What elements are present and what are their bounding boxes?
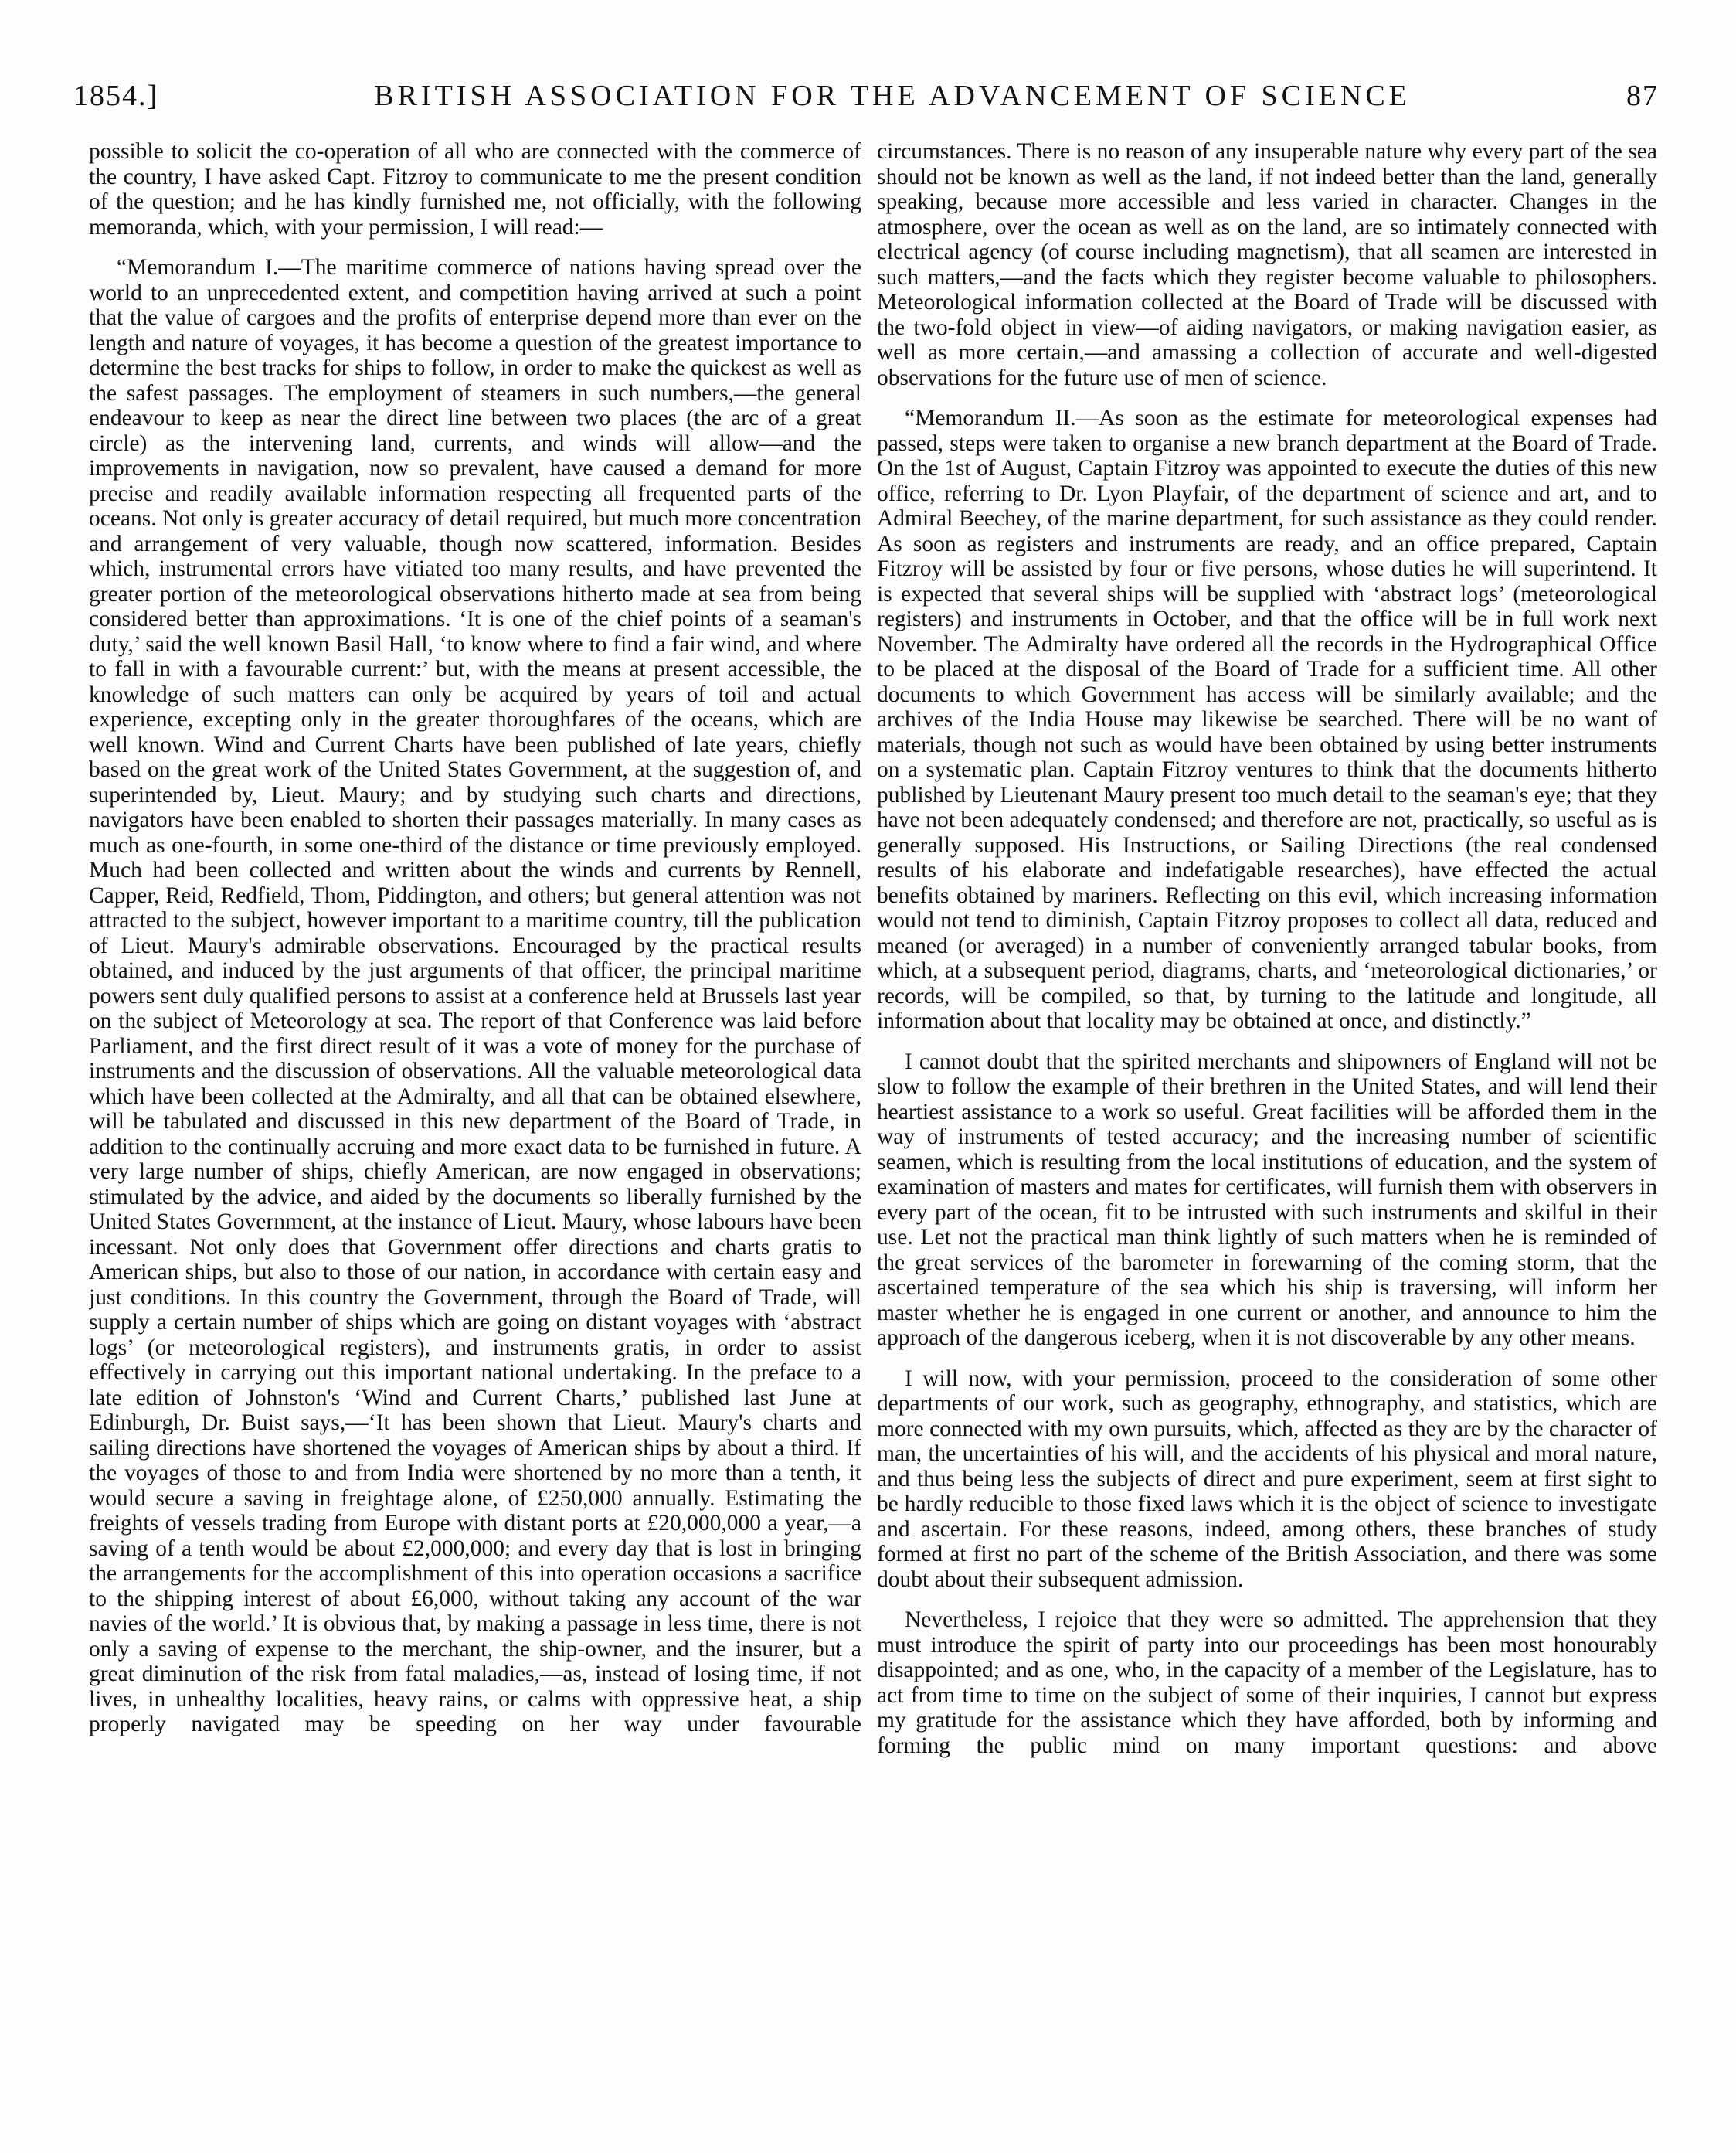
right-column [877, 139, 1657, 2133]
paragraph: I will now, with your permission, proceed to the consideration of some other departments of our work, such as geography, ethnography, and statistics, which are more connected with my own pursuits, which, affected as they are by the character of man, the uncertainties of his will, and the accidents of his physical and moral nature, and thus being less the subjects of direct and pure experiment, seem at first sight to be hardly reducible to those fixed laws which it is the object of science to investigate and ascertain. For these reasons, indeed, among others, these branches of study formed at first no part of the scheme of the British Association, and there was some doubt about their subsequent admission. [877, 1366, 1657, 1592]
page-number: 87 [1626, 80, 1659, 112]
paragraph: “Memorandum II.—As soon as the estimate for meteorological expenses had passed, steps were taken to organise a new branch department at the Board of Trade. On the 1st of August, Captain Fitzroy was appointed to execute the duties of this new office, referring to Dr. Lyon Playfair, of the department of science and art, and to Admiral Beechey, of the marine department, for such assistance as they could render. As soon as registers and instruments are ready, and an office prepared, Captain Fitzroy will be assisted by four or five persons, whose duties he will superintend. It is expected that several ships will be supplied with ‘abstract logs’ (meteorological registers) and instruments in October, and that the office will be in full work next November. The Admiralty have ordered all the records in the Hydrographical Office to be placed at the disposal of the Board of Trade for a sufficient time. All other documents to which Government has access will be similarly available; and the archives of the India House may likewise be searched. There will be no want of materials, though not such as would have been obtained by using better instruments on a systematic plan. Captain Fitzroy ventures to think that the documents hitherto published by Lieutenant Maury present too much detail to the seaman's eye; that they have not been adequately condensed; and therefore are not, practically, so useful as is generally supposed. His Instructions, or Sailing Directions (the real condensed results of his elaborate and indefatigable researches), have effected the actual benefits obtained by mariners. Reflecting on this evil, which increasing information would not tend to diminish, Captain Fitzroy proposes to collect all data, reduced and meaned (or averaged) in a number of conveniently arranged tabular books, from which, at a subsequent period, diagrams, charts, and ‘meteorological dictionaries,’ or records, will be compiled, so that, by turning to the latitude and longitude, all information about that locality may be obtained at once, and distinctly.” [877, 406, 1657, 1033]
paragraph: I cannot doubt that the spirited merchants and shipowners of England will not be slow to follow the example of their brethren in the United States, and will lend their heartiest assistance to a work so useful. Great facilities will be afforded them in the way of instruments of tested accuracy; and the increasing number of scientific seamen, which is resulting from the local institutions of education, and the system of examination of masters and mates for certificates, will furnish them with observers in every part of the ocean, fit to be intrusted with such instruments and skilful in their use. Let not the practical man think lightly of such matters when he is reminded of the great services of the barometer in forewarning of the coming storm, that the ascertained temperature of the sea which his ship is traversing, will inform her master whether he is engaged in one current or another, and announce to him the approach of the dangerous iceberg, when it is not discoverable by any other means. [877, 1049, 1657, 1350]
header-year: 1854.] [73, 80, 159, 112]
paragraph: possible to solicit the co-operation of all who are connected with the commerce of the country, I have asked Capt. Fitzroy to communicate to me the present condition of the question; and he has kindly furnished me, not officially, with the following memoranda, which, with your permission, I will read:— [89, 139, 861, 240]
left-column [89, 139, 861, 2133]
paragraph: Nevertheless, I rejoice that they were so admitted. The apprehension that they must introduce the spirit of party into our proceedings has been most honourably disappointed; and as one, who, in the capacity of a member of the Legislature, has to act from time to time on the subject of some of their inquiries, I cannot but express my gratitude for the assistance which they have afforded, both by informing and forming the public mind on many important questions: and above [877, 1607, 1657, 1758]
paragraph: circumstances. There is no reason of any insuperable nature why every part of the sea should not be known as well as the land, if not indeed better than the land, generally speaking, because more accessible and less varied in character. Changes in the atmosphere, over the ocean as well as on the land, are so intimately connected with electrical agency (of course including magnetism), that all seamen are interested in such matters,—and the facts which they register become valuable to philosophers. Meteorological information collected at the Board of Trade will be discussed with the two-fold object in view—of aiding navigators, or making navigation easier, as well as more certain,—and amassing a collection of accurate and well-digested observations for the future use of men of science. [877, 139, 1657, 390]
paragraph: “Memorandum I.—The maritime commerce of nations having spread over the world to an unprecedented extent, and competition having arrived at such a point that the value of cargoes and the profits of enterprise depend more than ever on the length and nature of voyages, it has become a question of the greatest importance to determine the best tracks for ships to follow, in order to make the quickest as well as the safest passages. The employment of steamers in such numbers,—the general endeavour to keep as near the direct line between two places (the arc of a great circle) as the intervening land, currents, and winds will allow—and the improvements in navigation, now so prevalent, have caused a demand for more precise and readily available information respecting all frequented parts of the oceans. Not only is greater accuracy of detail required, but much more concentration and arrangement of very valuable, though now scattered, information. Besides which, instrumental errors have vitiated too many results, and have prevented the greater portion of the meteorological observations hitherto made at sea from being considered better than approximations. ‘It is one of the chief points of a seaman's duty,’ said the well known Basil Hall, ‘to know where to find a fair wind, and where to fall in with a favourable current:’ but, with the means at present accessible, the knowledge of such matters can only be acquired by years of toil and actual experience, excepting only in the greater thoroughfares of the oceans, which are well known. Wind and Current Charts have been published of late years, chiefly based on the great work of the United States Government, at the suggestion of, and superintended by, Lieut. Maury; and by studying such charts and directions, navigators have been enabled to shorten their passages materially. In many cases as much as one-fourth, in some one-third of the distance or time previously employed. Much had been collected and written about the winds and currents by Rennell, Capper, Reid, Redfield, Thom, Piddington, and others; but general attention was not attracted to the subject, however important to a maritime country, till the publication of Lieut. Maury's admirable observations. Encouraged by the practical results obtained, and induced by the just arguments of that officer, the principal maritime powers sent duly qualified persons to assist at a conference held at Brussels last year on the subject of Meteorology at sea. The report of that Conference was laid before Parliament, and the first direct result of it was a vote of money for the purchase of instruments and the discussion of observations. All the valuable meteorological data which have been collected at the Admiralty, and all that can be obtained elsewhere, will be tabulated and discussed in this new department of the Board of Trade, in addition to the continually accruing and more exact data to be furnished in future. A very large number of ships, chiefly American, are now engaged in observations; stimulated by the advice, and aided by the documents so liberally furnished by the United States Government, at the instance of Lieut. Maury, whose labours have been incessant. Not only does that Government offer directions and charts gratis to American ships, but also to those of our nation, in accordance with certain easy and just conditions. In this country the Government, through the Board of Trade, will supply a certain number of ships which are going on distant voyages with ‘abstract logs’ (or meteorological registers), and instruments gratis, in order to assist effectively in carrying out this important national undertaking. In the preface to a late edition of Johnston's ‘Wind and Current Charts,’ published last June at Edinburgh, Dr. Buist says,—‘It has been shown that Lieut. Maury's charts and sailing directions have shortened the voyages of American ships by about a third. If the voyages of those to and from India were shortened by no more than a tenth, it would secure a saving in freightage alone, of £250,000 annually. Estimating the freights of vessels trading from Europe with distant ports at £20,000,000 a year,—a saving of a tenth would be about £2,000,000; and every day that is lost in bringing the arrangements for the accomplishment of this into operation occasions a sacrifice to the shipping interest of about £6,000, without taking any account of the war navies of the world.’ It is obvious that, by making a passage in less time, there is not only a saving of expense to the merchant, the ship-owner, and the insurer, but a great diminution of the risk from fatal maladies,—as, instead of losing time, if not lives, in unhealthy localities, heavy rains, or calms with oppressive heat, a ship properly navigated may be speeding on her way under favourable [89, 255, 861, 1736]
header-title: BRITISH ASSOCIATION FOR THE ADVANCEMENT OF SCIENCE [374, 80, 1411, 112]
running-header [73, 79, 1659, 117]
